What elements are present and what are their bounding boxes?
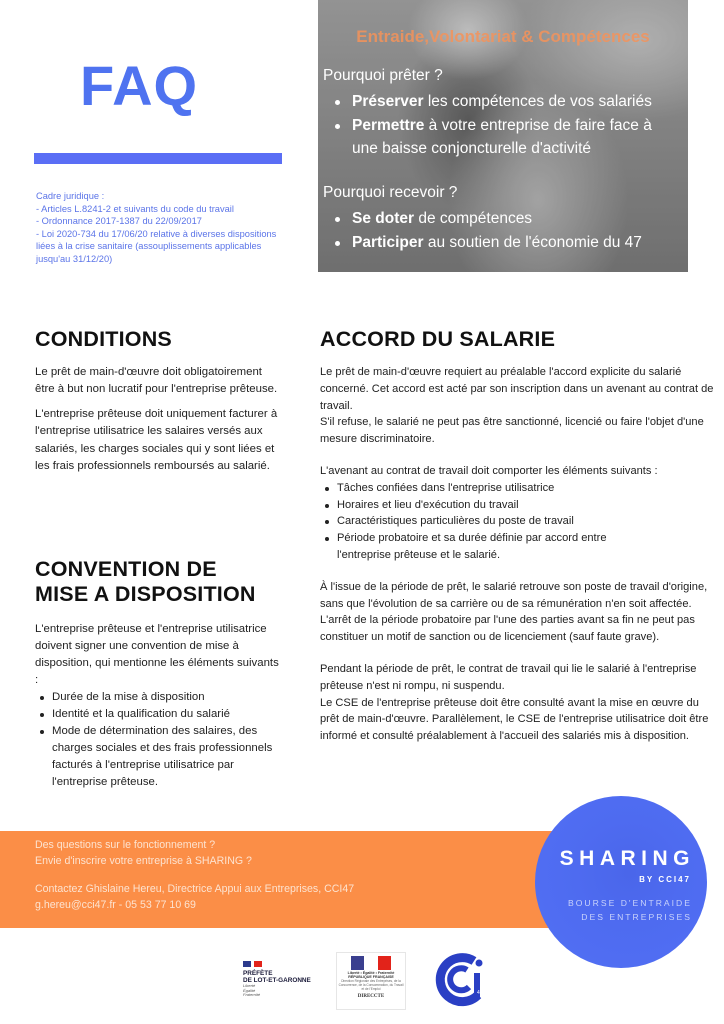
list-item: Se doter de compétences (332, 207, 642, 231)
accord-text (320, 364, 715, 745)
legal-heading: Cadre juridique : (36, 191, 105, 201)
convention-list (35, 689, 285, 791)
contact-email-phone[interactable]: g.hereu@cci47.fr - 05 53 77 10 69 (35, 899, 196, 911)
direccte-name: DIRECCTE (357, 993, 385, 999)
prefecture-logo (243, 961, 323, 998)
receive-list (332, 207, 642, 254)
list-item-continuation: une baisse conjoncturelle d'activité (352, 140, 592, 157)
sharing-byline: BY CCI47 (639, 875, 691, 884)
avenant-list (320, 480, 715, 564)
accord-heading: ACCORD DU SALARIE (320, 327, 556, 351)
cci-number: 47 (477, 990, 483, 996)
tagline-line: BOURSE D'ENTRAIDE (568, 898, 692, 908)
direccte-logo (336, 952, 406, 1010)
contact-questions (35, 837, 252, 869)
list-item: Horaires et lieu d'exécution du travail (320, 497, 715, 514)
contact-info (35, 881, 354, 913)
question-line: Des questions sur le fonctionnement ? (35, 839, 216, 851)
motto: Liberté (243, 983, 256, 988)
question-receive: Pourquoi recevoir ? (323, 184, 458, 201)
prefet-line: PRÉFÈTE (243, 970, 273, 977)
list-item: Mode de détermination des salaires, des charges sociales et des frais professionnels facturés à l'entreprise utilisatrice par l'entreprise prêteuse. (35, 723, 285, 791)
direccte-republic: RÉPUBLIQUE FRANÇAISE (348, 975, 394, 980)
question-line: Envie d'inscrire votre entreprise à SHARING ? (35, 855, 252, 867)
legal-framework (36, 190, 286, 266)
heading-line: CONVENTION DE (35, 557, 217, 581)
paragraph: L'entreprise prêteuse doit uniquement facturer à l'entreprise utilisatrice les salaires versés aux salariés, les charges sociales qui y sont liées et les frais professionnels remboursés au salarié. (35, 407, 278, 473)
sharing-brand: SHARING (559, 847, 695, 870)
banner-title: Entraide,Volontariat & Compétences (356, 27, 650, 46)
cci-logo-icon (434, 951, 490, 1007)
contact-person: Contactez Ghislaine Hereu, Directrice Appui aux Entreprises, CCI47 (35, 883, 355, 895)
legal-item: - Loi 2020-734 du 17/06/20 relative à diverses dispositions liées à la crise sanitaire (assouplissements applicables jusqu'au 31/12/20) (36, 228, 277, 264)
legal-item: - Ordonnance 2017-1387 du 22/09/2017 (36, 216, 202, 227)
motto: Fraternité (243, 992, 261, 998)
faq-title: FAQ (80, 54, 199, 117)
motto: Égalité (243, 987, 256, 993)
marianne-flag-icon (351, 956, 391, 970)
list-item: Participer au soutien de l'économie du 47 (332, 231, 642, 255)
paragraph: L'entreprise prêteuse et l'entreprise utilisatrice doivent signer une convention de mise à disposition, qui mentionne les éléments suivants : (35, 623, 279, 686)
sharing-tagline (548, 896, 692, 924)
legal-item: - Articles L.8241-2 et suivants du code du travail (36, 203, 234, 214)
list-item: Caractéristiques particulières du poste de travail (320, 513, 715, 530)
paragraph: À l'issue de la période de prêt, le salarié retrouve son poste de travail d'origine, sans que l'évolution de sa carrière ou de sa rémunération n'en soit affectée. L'arrêt de la période probatoire par l'une des parties avant sa fin ne peut pas constituer un motif de sanction ou de licenciement (sauf faute grave). (320, 580, 708, 644)
title-underline (34, 153, 282, 164)
conditions-heading: CONDITIONS (35, 327, 172, 351)
paragraph: S'il refuse, le salarié ne peut pas être sanctionné, licencié ou faire l'objet d'une mesure discriminatoire. (320, 416, 704, 446)
tagline-line: DES ENTREPRISES (581, 912, 692, 922)
list-item: Préserver les compétences de vos salariés (332, 90, 652, 114)
direccte-description: Direction Régionale des Entreprises, de la Concurrence, de la Consommation, du Travail et de l'Emploi (338, 979, 404, 991)
list-item: Permettre à votre entreprise de faire face à (332, 114, 652, 138)
list-item: Identité et la qualification du salarié (35, 706, 285, 723)
french-flag-icon (243, 961, 323, 967)
list-item: Tâches confiées dans l'entreprise utilisatrice (320, 480, 715, 497)
paragraph: Le prêt de main-d'œuvre doit obligatoirement être à but non lucratif pour l'entreprise prêteuse. (35, 366, 278, 396)
convention-text (35, 621, 285, 791)
question-lend: Pourquoi prêter ? (323, 67, 443, 84)
direccte-motto: Liberté • Égalité • Fraternité (347, 971, 395, 975)
paragraph: Pendant la période de prêt, le contrat de travail qui lie le salarié à l'entreprise prêteuse n'est ni rompu, ni suspendu. (320, 662, 697, 692)
banner-photo (318, 0, 688, 272)
list-item: Durée de la mise à disposition (35, 689, 285, 706)
paragraph: Le prêt de main-d'œuvre requiert au préalable l'accord explicite du salarié concerné. Cet accord est acté par son inscription dans un avenant au contrat de travail. (320, 366, 714, 412)
paragraph: L'avenant au contrat de travail doit comporter les éléments suivants : (320, 464, 658, 477)
prefet-line: DE LOT-ET-GARONNE (243, 977, 311, 984)
lend-list (332, 90, 652, 161)
paragraph: Le CSE de l'entreprise prêteuse doit être consulté avant la mise en œuvre du prêt de main-d'œuvre. Parallèlement, le CSE de l'entreprise utilisatrice doit être informé et consulté préalablement à l'accueil des salariés mis à disposition. (320, 696, 709, 743)
convention-heading (35, 557, 256, 607)
list-item: Période probatoire et sa durée définie par accord entre l'entreprise prêteuse et le salarié. (320, 530, 715, 564)
conditions-text (35, 364, 280, 475)
heading-line: MISE A DISPOSITION (35, 582, 256, 606)
